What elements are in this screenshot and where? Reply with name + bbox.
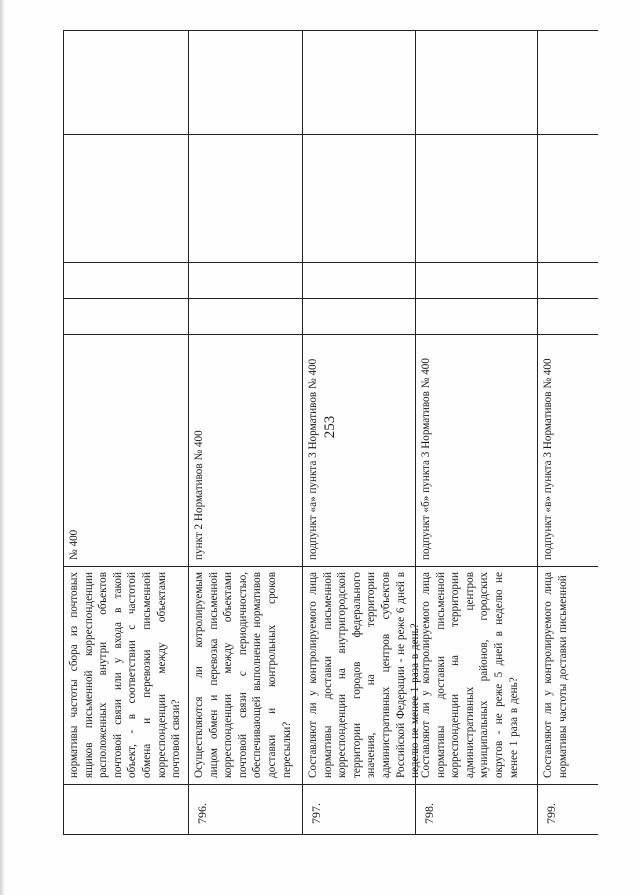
row-number-cell (303, 785, 416, 835)
question-cell (189, 567, 303, 785)
row-number-cell (189, 785, 303, 835)
answer-yes-cell (416, 299, 538, 335)
question-text: Составляют ли у контролируемого лица нормативы частоты доставки письменной (542, 572, 569, 778)
answer-no-cell (538, 263, 598, 299)
question-text: Составляют ли у контролируемого лица нормативы доставки письменной корреспонденции на территории административных центров муниципальных районов, городских округов - не реже 5 дней в неделю не менее 1 раза в день? (420, 572, 520, 778)
answer-yes-cell (64, 299, 189, 335)
row-number-cell (538, 785, 598, 835)
note-cell (64, 30, 189, 135)
table-row-799 (537, 30, 598, 835)
row-number-cell (416, 785, 538, 835)
row-number (64, 785, 70, 834)
reference-text: пункт 2 Нормативов № 400 (193, 430, 205, 560)
not-applicable-cell (538, 135, 598, 263)
reference-text: подпункт «в» пункта 3 Нормативов № 400 (542, 358, 554, 560)
table-row-798 (415, 30, 538, 835)
question-cell (303, 567, 422, 785)
question-cell (416, 567, 538, 785)
note-cell (416, 30, 538, 135)
answer-no-cell (416, 263, 538, 299)
not-applicable-cell (416, 135, 538, 263)
question-text: Осуществляются ли котролируемым лицом обмен и перевозка письменной корреспонденции между объектами почтовой связи с периодичностью, обеспечивающей выполнение нормативов доставки и контрольных сроков пересылки? (193, 572, 293, 778)
row-number: 798. (422, 803, 436, 824)
scan-edge-shadow (0, 0, 5, 895)
answer-yes-cell (538, 299, 598, 335)
reference-cell (189, 335, 303, 567)
checklist-table (63, 30, 577, 835)
note-cell (303, 30, 416, 135)
reference-cell (303, 335, 416, 567)
reference-cell (416, 335, 538, 567)
question-cell (64, 567, 189, 785)
question-text: Составляют ли у контролируемого лица нормативы доставки письменной корреспонденции на внутригородской территории городов федерального значения, на территории административных центров субъектов Российской Федерации - не реже 6 дней в неделю не менее 1 раза в день? (307, 572, 422, 778)
answer-no-cell (303, 263, 416, 299)
question-cell (538, 567, 598, 785)
answer-yes-cell (189, 299, 303, 335)
row-number: 799. (544, 803, 558, 824)
answer-no-cell (189, 263, 303, 299)
row-number: 797. (309, 803, 323, 824)
reference-text: подпункт «б» пункта 3 Нормативов № 400 (420, 358, 432, 560)
table-row-797 (302, 30, 422, 835)
question-text: нормативы частоты сбора из почтовых ящиков письменной корреспонденции расположенных внутри объектов почтовой связи или у входа в такой объект, - в соответствии с частотой обмена и перевозки письменной корреспонденции между объектами почтовой связи? (68, 572, 183, 778)
not-applicable-cell (64, 135, 189, 263)
reference-text: № 400 (68, 529, 80, 560)
table-row-continuation (63, 30, 189, 835)
reference-text: подпункт «а» пункта 3 Нормативов № 400 (307, 358, 319, 560)
reference-cell (64, 335, 189, 567)
answer-no-cell (64, 263, 189, 299)
checklist-table-rotated (63, 30, 577, 835)
reference-cell (538, 335, 598, 567)
page-number: 253 (322, 415, 338, 439)
note-cell (189, 30, 303, 135)
row-number: 796. (195, 803, 209, 824)
answer-yes-cell (303, 299, 416, 335)
not-applicable-cell (189, 135, 303, 263)
table-row-796 (188, 30, 303, 835)
not-applicable-cell (303, 135, 416, 263)
note-cell (538, 30, 598, 135)
row-number-cell (64, 785, 189, 835)
